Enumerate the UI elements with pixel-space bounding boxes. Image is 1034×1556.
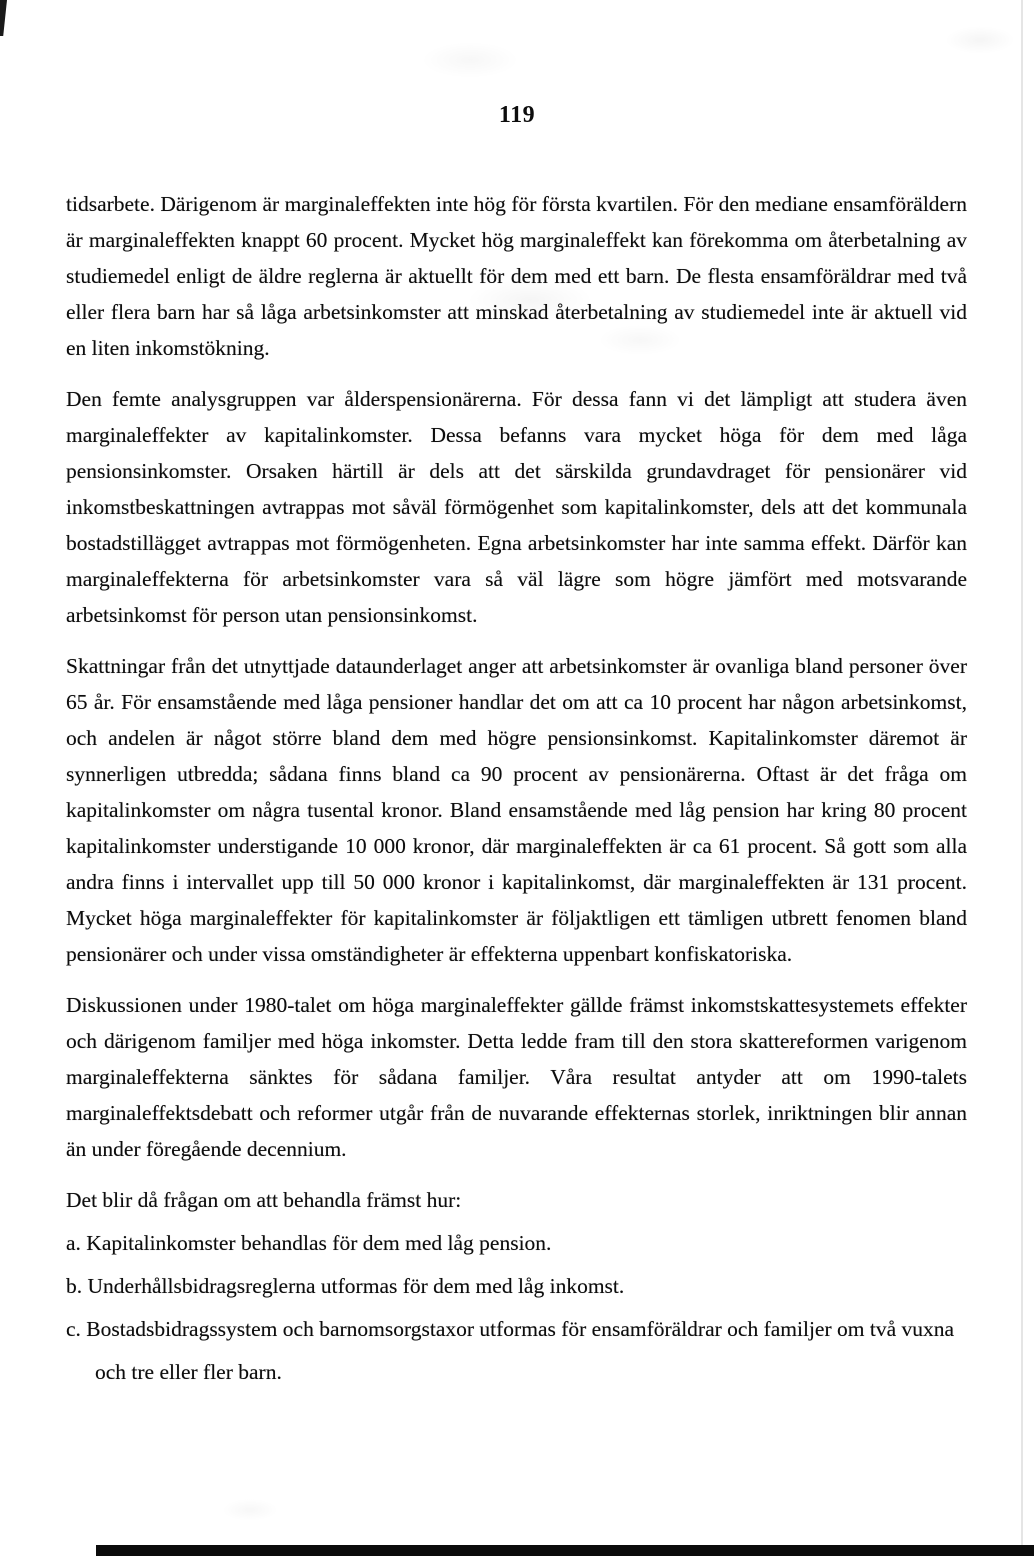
list-item-c-marker: c. — [66, 1317, 81, 1341]
list-item-c — [66, 1308, 967, 1394]
list-item-c-text: Bostadsbidragssystem och barnomsorgstaxor utformas för ensamföräldrar och familjer om två vuxna och tre eller fler barn. — [86, 1317, 955, 1384]
paragraph-3: Skattningar från det utnyttjade dataunderlaget anger att arbetsinkomster är ovanliga bland personer över 65 år. För ensamstående med låga pensioner handlar det om att ca 10 procent har någon arbetsinkomst, och andelen är något större bland dem med högre pensionsinkomst. Kapitalinkomster däremot är synnerligen utbredda; sådana finns bland ca 90 procent av pensionärerna. Oftast är det fråga om kapitalinkomster om några tusental kronor. Bland ensamstående med låg pension har kring 80 procent kapitalinkomster understigande 10 000 kronor, där marginaleffekten är ca 61 procent. Så gott som alla andra finns i intervallet upp till 50 000 kronor i kapitalinkomst, där marginaleffekten är 131 procent. Mycket höga marginaleffekter för kapitalinkomster är följaktligen ett tämligen utbrett fenomen bland pensionärer och under vissa omständigheter är effekterna uppenbart konfiskatoriska. — [66, 654, 967, 966]
list-item-a-text: Kapitalinkomster behandlas för dem med låg pension. — [86, 1231, 552, 1255]
document-body — [66, 186, 967, 1394]
paragraph-1: tidsarbete. Därigenom är marginaleffekten inte hög för första kvartilen. För den mediane ensamföräldern är marginaleffekten knappt 60 procent. Mycket hög marginaleffekt kan förekomma om återbetalning av studiemedel enligt de äldre reglerna är aktuellt för dem med ett barn. De flesta ensamföräldrar med två eller flera barn har så låga arbetsinkomster att minskad återbetalning av studiemedel inte är aktuell vid en liten inkomstökning. — [66, 192, 967, 360]
list-item-b — [66, 1265, 967, 1308]
page-number: 119 — [498, 102, 536, 128]
list-item-b-text: Underhållsbidragsreglerna utformas för dem med låg inkomst. — [87, 1274, 625, 1298]
list-item-a-marker: a. — [66, 1231, 81, 1255]
scan-artifact-right-edge-line — [1021, 0, 1023, 1556]
lettered-list — [66, 1222, 967, 1394]
list-item-a — [66, 1222, 967, 1265]
scan-artifact-bottom-bar — [96, 1545, 1034, 1556]
list-intro: Det blir då frågan om att behandla främst hur: — [66, 1188, 462, 1212]
list-item-b-marker: b. — [66, 1274, 83, 1298]
paragraph-2: Den femte analysgruppen var ålderspensionärerna. För dessa fann vi det lämpligt att studera även marginaleffekter av kapitalinkomster. Dessa befanns vara mycket höga för dem med låga pensionsinkomster. Orsaken härtill är dels att det särskilda grundavdraget för pensionärer vid inkomstbeskattningen avtrappas mot såväl förmögenhet som kapitalinkomster, dels att det kommunala bostadstillägget avtrappas mot förmögenheten. Egna arbetsinkomster har inte samma effekt. Därför kan marginaleffekterna för arbetsinkomster vara så väl lägre som högre jämfört med motsvarande arbetsinkomst för person utan pensionsinkomst. — [66, 387, 967, 627]
paragraph-4: Diskussionen under 1980-talet om höga marginaleffekter gällde främst inkomstskattesystemets effekter och därigenom familjer med höga inkomster. Detta ledde fram till den stora skattereformen varigenom marginaleffekterna sänktes för sådana familjer. Våra resultat antyder att om 1990-talets marginaleffektsdebatt och reformer utgår från de nuvarande effekternas storlek, inriktningen blir annan än under föregående decennium. — [66, 993, 967, 1161]
